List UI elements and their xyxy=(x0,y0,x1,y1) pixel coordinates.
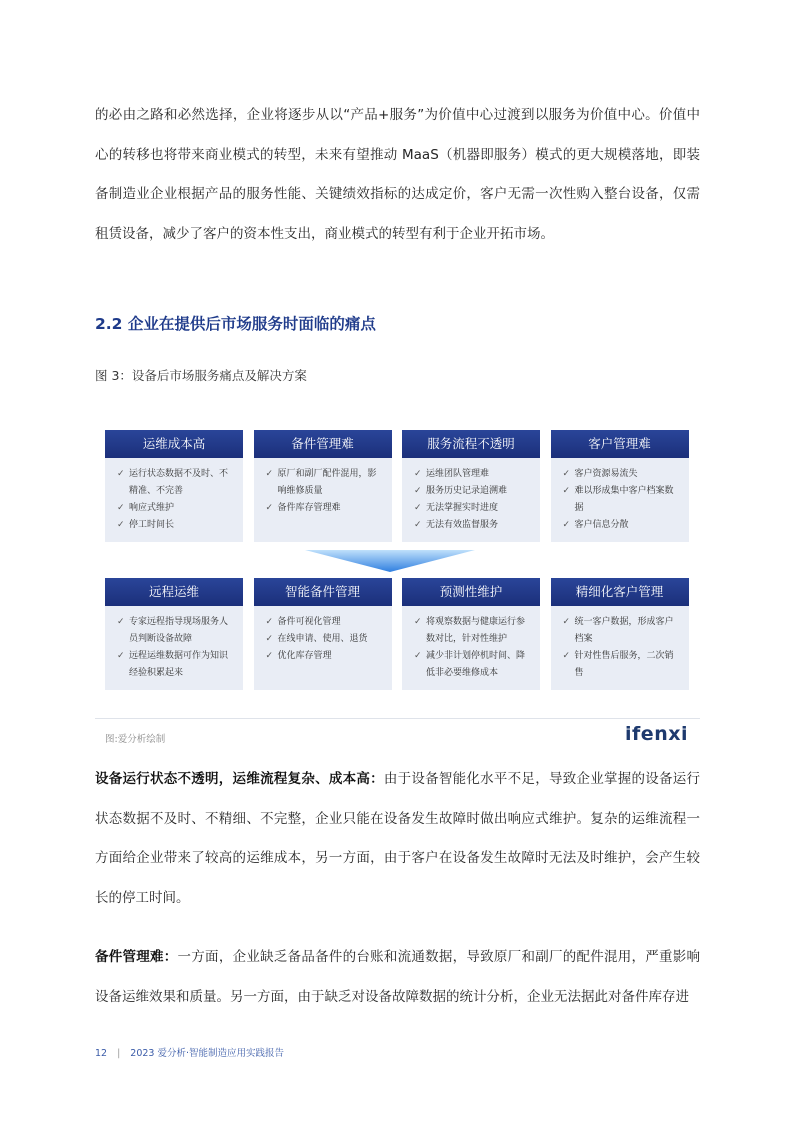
solution-card-item xyxy=(266,631,384,648)
solution-card-item xyxy=(117,614,235,648)
pain-card-item xyxy=(563,517,681,534)
pain-card-title: 运维成本高 xyxy=(105,430,243,458)
pain-card-item xyxy=(117,517,235,534)
check-icon: ✓ xyxy=(414,617,422,627)
pain-card-title: 备件管理难 xyxy=(254,430,392,458)
solution-card-item xyxy=(414,648,532,682)
pain-card-title: 服务流程不透明 xyxy=(402,430,540,458)
solution-card-title: 精细化客户管理 xyxy=(551,578,689,606)
pain-card-item-text: 难以形成集中客户档案数据 xyxy=(574,486,674,513)
pain-card-item xyxy=(266,500,384,517)
check-icon: ✓ xyxy=(562,617,571,627)
pain-card-item xyxy=(414,466,532,483)
check-icon: ✓ xyxy=(414,520,422,530)
intro-paragraph: 的必由之路和必然选择，企业将逐步从以“产品+服务”为价值中心过渡到以服务为价值中心。价值中心的转移也将带来商业模式的转型，未来有望推动 MaaS（机器即服务）模式的更大规模落地，即装备制造业企业根据产品的服务性能、关键绩效指标的达成定价，客户无需一次性购入整台设备，仅需租赁设备，减少了客户的资本性支出，商业模式的转型有利于企业开拓市场。 xyxy=(95,107,700,242)
pain-points-row xyxy=(105,430,689,542)
pain-card-item xyxy=(563,483,681,517)
solution-card-item-text: 备件可视化管理 xyxy=(277,617,341,627)
pain-card-item-text: 客户资源易流失 xyxy=(574,469,638,479)
pain-card-item xyxy=(414,500,532,517)
solution-card-title: 远程运维 xyxy=(105,578,243,606)
pain-card-item-text: 运维团队管理难 xyxy=(426,469,490,479)
solution-card xyxy=(551,578,689,690)
solution-card-item-text: 优化库存管理 xyxy=(277,651,332,661)
check-icon: ✓ xyxy=(265,634,274,644)
solution-card-item xyxy=(266,614,384,631)
solution-card xyxy=(105,578,243,690)
pain-card-item-text: 原厂和副厂配件混用，影响维修质量 xyxy=(277,469,377,496)
check-icon: ✓ xyxy=(562,651,571,661)
solution-card-item xyxy=(414,614,532,648)
pain-card-item-text: 运行状态数据不及时、不精准、不完善 xyxy=(129,469,229,496)
solution-card-item-text: 减少非计划停机时间、降低非必要维修成本 xyxy=(426,651,526,678)
pain-card-item xyxy=(117,500,235,517)
solution-card-item-text: 远程运维数据可作为知识经验积累起来 xyxy=(129,651,229,678)
solution-card-list xyxy=(551,614,689,682)
solution-card-item-text: 针对性售后服务，二次销售 xyxy=(574,651,674,678)
pain-card-list xyxy=(402,466,540,534)
solution-card-item-text: 专家远程指导现场服务人员判断设备故障 xyxy=(129,617,229,644)
pain-card-item-text: 备件库存管理难 xyxy=(277,503,341,513)
pain-card xyxy=(402,430,540,542)
solution-card-list xyxy=(402,614,540,682)
pain-card xyxy=(105,430,243,542)
pain-card-item xyxy=(117,466,235,500)
check-icon: ✓ xyxy=(117,651,125,661)
pain-card-item-text: 响应式维护 xyxy=(129,503,175,513)
solution-card-item-text: 将观察数据与健康运行参数对比，针对性维护 xyxy=(426,617,526,644)
paragraph-spares-lead: 备件管理难： xyxy=(95,949,178,965)
section-title: 2.2 企业在提供后市场服务时面临的痛点 xyxy=(95,315,376,333)
check-icon: ✓ xyxy=(562,520,571,530)
check-icon: ✓ xyxy=(562,486,571,496)
solution-card xyxy=(402,578,540,690)
paragraph-ops xyxy=(95,760,700,918)
pain-card-item xyxy=(414,483,532,500)
pain-card-list xyxy=(105,466,243,534)
solution-card-item xyxy=(563,648,681,682)
solutions-row xyxy=(105,578,689,690)
pain-card-item-text: 客户信息分散 xyxy=(574,520,629,530)
check-icon: ✓ xyxy=(117,503,125,513)
solution-card-item xyxy=(266,648,384,665)
paragraph-spares xyxy=(95,938,700,1017)
figure-source-bar xyxy=(95,718,700,755)
pain-card-list xyxy=(254,466,392,517)
check-icon: ✓ xyxy=(117,469,125,479)
check-icon: ✓ xyxy=(265,469,274,479)
solution-card-item xyxy=(117,648,235,682)
check-icon: ✓ xyxy=(265,617,274,627)
pain-card xyxy=(254,430,392,542)
pain-card-item-text: 服务历史记录追溯难 xyxy=(426,486,508,496)
pain-card-item xyxy=(266,466,384,500)
pain-card xyxy=(551,430,689,542)
solution-card-item-text: 统一客户数据，形成客户档案 xyxy=(574,617,674,644)
check-icon: ✓ xyxy=(414,486,422,496)
pain-card-list xyxy=(551,466,689,534)
paragraph-spares-body: 一方面，企业缺乏备品备件的台账和流通数据，导致原厂和副厂的配件混用，严重影响设备运维效果和质量。另一方面，由于缺乏对设备故障数据的统计分析，企业无法据此对备件库存进 xyxy=(95,949,701,1005)
solution-card-list xyxy=(105,614,243,682)
check-icon: ✓ xyxy=(117,520,125,530)
check-icon: ✓ xyxy=(414,503,422,513)
pain-card-title: 客户管理难 xyxy=(551,430,689,458)
transition-arrow xyxy=(305,550,475,574)
solution-card-list xyxy=(254,614,392,665)
paragraph-ops-lead: 设备运行状态不透明，运维流程复杂、成本高： xyxy=(95,771,384,787)
pain-card-item xyxy=(563,466,681,483)
check-icon: ✓ xyxy=(265,651,274,661)
solution-card xyxy=(254,578,392,690)
figure-caption: 图 3：设备后市场服务痛点及解决方案 xyxy=(95,368,307,383)
check-icon: ✓ xyxy=(117,617,125,627)
check-icon: ✓ xyxy=(265,503,274,513)
solution-card-title: 预测性维护 xyxy=(402,578,540,606)
pain-card-item-text: 无法掌握实时进度 xyxy=(426,503,499,513)
solution-card-item xyxy=(563,614,681,648)
check-icon: ✓ xyxy=(414,469,422,479)
report-title: 2023 爱分析·智能制造应用实践报告 xyxy=(130,1048,285,1059)
ifenxi-logo: ifenxi xyxy=(625,723,688,745)
pain-card-item xyxy=(414,517,532,534)
check-icon: ✓ xyxy=(414,651,422,661)
figure-source: 图:爱分析绘制 xyxy=(105,734,166,745)
paragraph-ops-body: 由于设备智能化水平不足，导致企业掌握的设备运行状态数据不及时、不精细、不完整，企业只能在设备发生故障时做出响应式维护。复杂的运维流程一方面给企业带来了较高的运维成本，另一方面，由于客户在设备发生故障时无法及时维护，会产生较长的停工时间。 xyxy=(95,771,701,906)
page-footer xyxy=(95,1045,284,1059)
footer-separator: | xyxy=(117,1048,121,1059)
pain-card-item-text: 无法有效监督服务 xyxy=(426,520,499,530)
check-icon: ✓ xyxy=(562,469,571,479)
pain-solution-figure xyxy=(95,418,700,748)
pain-card-item-text: 停工时间长 xyxy=(129,520,175,530)
solution-card-title: 智能备件管理 xyxy=(254,578,392,606)
page-number: 12 xyxy=(95,1048,108,1059)
solution-card-item-text: 在线申请、使用、退货 xyxy=(277,634,368,644)
